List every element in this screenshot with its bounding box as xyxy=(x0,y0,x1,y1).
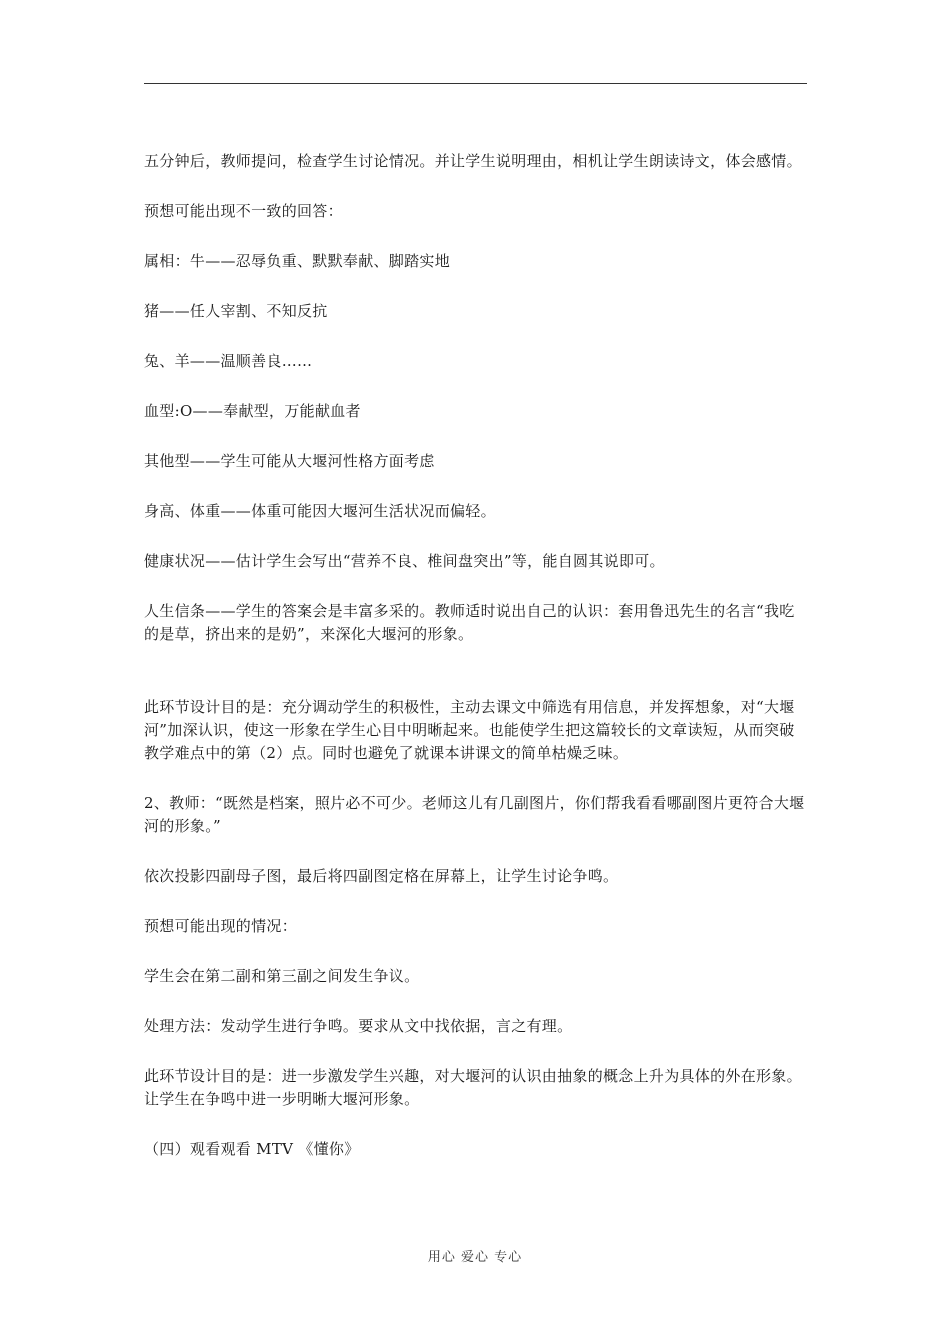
paragraph: 处理方法：发动学生进行争鸣。要求从文中找依据，言之有理。 xyxy=(144,1017,573,1035)
paragraph: 兔、羊——温顺善良…… xyxy=(144,352,313,370)
document-body xyxy=(144,150,807,1188)
paragraph: 身高、体重——体重可能因大堰河生活状况而偏轻。 xyxy=(144,502,496,520)
paragraph: 血型:O——奉献型，万能献血者 xyxy=(144,402,361,420)
paragraph: 预想可能出现的情况： xyxy=(144,917,298,935)
paragraph: 此环节设计目的是：充分调动学生的积极性，主动去课文中筛选有用信息，并发挥想象，对“大堰河”加深认识，使这一形象在学生心目中明晰起来。也能使学生把这篇较长的文章读短，从而突破教学难点中的第（2）点。同时也避免了就课本讲课文的简单枯燥乏味。 xyxy=(144,698,795,762)
section-heading: （四）观看观看 MTV 《懂你》 xyxy=(144,1140,360,1158)
page-footer: 用心 爱心 专心 xyxy=(427,1250,523,1265)
header-rule xyxy=(144,83,807,84)
paragraph: 猪——任人宰割、不知反抗 xyxy=(144,302,328,320)
paragraph: 依次投影四副母子图，最后将四副图定格在屏幕上，让学生讨论争鸣。 xyxy=(144,867,619,885)
paragraph: 属相：牛——忍辱负重、默默奉献、脚踏实地 xyxy=(144,252,451,270)
paragraph: 其他型——学生可能从大堰河性格方面考虑 xyxy=(144,452,435,470)
paragraph: 学生会在第二副和第三副之间发生争议。 xyxy=(144,967,420,985)
paragraph: 五分钟后，教师提问，检查学生讨论情况。并让学生说明理由，相机让学生朗读诗文，体会感情。 xyxy=(144,152,802,170)
paragraph: 健康状况——估计学生会写出“营养不良、椎间盘突出”等，能自圆其说即可。 xyxy=(144,552,665,570)
paragraph: 此环节设计目的是：进一步激发学生兴趣，对大堰河的认识由抽象的概念上升为具体的外在形象。让学生在争鸣中进一步明晰大堰河形象。 xyxy=(144,1067,802,1108)
paragraph: 人生信条——学生的答案会是丰富多采的。教师适时说出自己的认识：套用鲁迅先生的名言“我吃的是草，挤出来的是奶”，来深化大堰河的形象。 xyxy=(144,602,795,643)
paragraph: 预想可能出现不一致的回答： xyxy=(144,202,343,220)
paragraph: 2、教师：“既然是档案，照片必不可少。老师这儿有几副图片，你们帮我看看哪副图片更符合大堰河的形象。” xyxy=(144,794,805,835)
